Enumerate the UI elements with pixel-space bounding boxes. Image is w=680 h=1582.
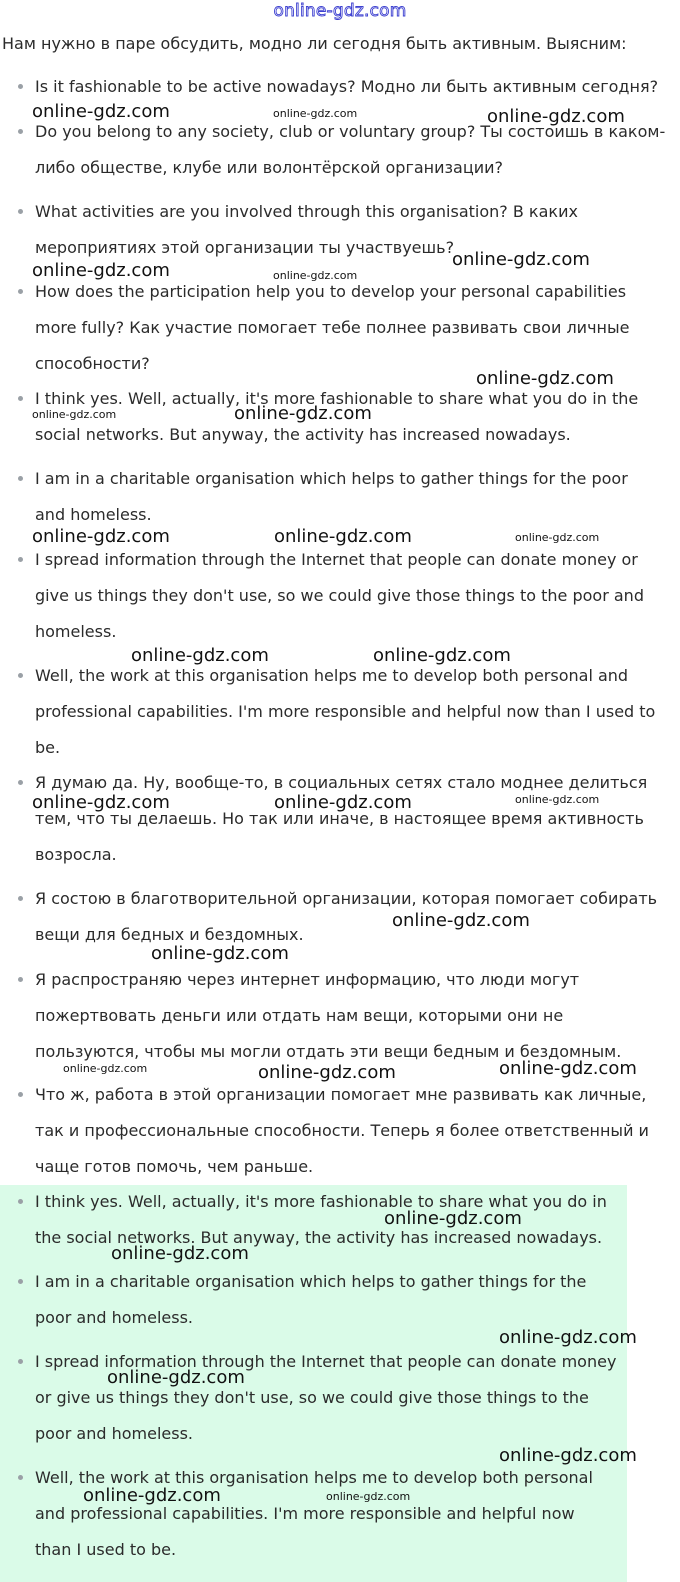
watermark: online-gdz.com xyxy=(274,792,412,813)
list-item: Well, the work at this organisation helps me to develop both personal and professional capabilities. I'm more responsible and helpful now than I used to be. xyxy=(35,658,675,766)
list-item: Что ж, работа в этой организации помогает мне развивать как личные, так и профессиональные способности. Теперь я более ответственный и чаще готов помочь, чем раньше. xyxy=(35,1077,675,1185)
watermark: online-gdz.com xyxy=(487,106,625,127)
watermark: online-gdz.com xyxy=(32,526,170,547)
site-logo[interactable]: online-gdz.com xyxy=(273,1,407,21)
watermark: online-gdz.com xyxy=(32,792,170,813)
watermark: online-gdz.com xyxy=(515,793,600,806)
list-item: What activities are you involved through this organisation? В каких мероприятиях этой организации ты участвуешь? xyxy=(35,194,625,266)
watermark: online-gdz.com xyxy=(499,1058,637,1079)
watermark: online-gdz.com xyxy=(499,1327,637,1348)
watermark: online-gdz.com xyxy=(32,408,117,421)
list-item: How does the participation help you to develop your personal capabilities more fully? Как участие помогает тебе полнее развивать свои личные способности? xyxy=(35,274,645,382)
watermark: online-gdz.com xyxy=(107,1367,245,1388)
watermark: online-gdz.com xyxy=(83,1485,221,1506)
watermark: online-gdz.com xyxy=(32,260,170,281)
list-item: I think yes. Well, actually, it's more fashionable to share what you do in the social networks. But anyway, the activity has increased nowadays. xyxy=(35,1184,615,1256)
watermark: online-gdz.com xyxy=(131,645,269,666)
watermark: online-gdz.com xyxy=(63,1062,148,1075)
list-item: I spread information through the Internet that people can donate money or give us things they don't use, so we could give those things to the poor and homeless. xyxy=(35,542,667,650)
list-item: Well, the work at this organisation helps me to develop both personal and professional capabilities. I'm more responsible and helpful now than I used to be. xyxy=(35,1460,610,1568)
watermark: online-gdz.com xyxy=(32,101,170,122)
watermark: online-gdz.com xyxy=(234,403,372,424)
watermark: online-gdz.com xyxy=(476,368,614,389)
list-item: Do you belong to any society, club or voluntary group? Ты состоишь в каком-либо обществе, клубе или волонтёрской организации? xyxy=(35,114,675,186)
list-item: Is it fashionable to be active nowadays? Модно ли быть активным сегодня? xyxy=(35,69,675,105)
watermark: online-gdz.com xyxy=(111,1243,249,1264)
list-item: Я распространяю через интернет информацию, что люди могут пожертвовать деньги или отдать нам вещи, которыми они не пользуются, чтобы мы могли отдать эти вещи бедным и бездомным. xyxy=(35,962,667,1070)
watermark: online-gdz.com xyxy=(499,1445,637,1466)
watermark: online-gdz.com xyxy=(151,943,289,964)
watermark: online-gdz.com xyxy=(273,269,358,282)
watermark: online-gdz.com xyxy=(273,107,358,120)
list-item: I think yes. Well, actually, it's more fashionable to share what you do in the social networks. But anyway, the activity has increased nowadays. xyxy=(35,381,647,453)
list-item: I spread information through the Internet that people can donate money or give us things they don't use, so we could give those things to the poor and homeless. xyxy=(35,1344,630,1452)
watermark: online-gdz.com xyxy=(515,531,600,544)
watermark: online-gdz.com xyxy=(373,645,511,666)
watermark: online-gdz.com xyxy=(392,910,530,931)
list-item: I am in a charitable organisation which helps to gather things for the poor and homeless. xyxy=(35,461,647,533)
watermark: online-gdz.com xyxy=(452,249,590,270)
list-item: Я думаю да. Ну, вообще-то, в социальных сетях стало моднее делиться тем, что ты делаешь. Но так или иначе, в настоящее время активность возросла. xyxy=(35,765,678,873)
watermark: online-gdz.com xyxy=(326,1490,411,1503)
intro-text: Нам нужно в паре обсудить, модно ли сегодня быть активным. Выясним: xyxy=(2,34,627,53)
watermark: online-gdz.com xyxy=(258,1062,396,1083)
list-item: Я состою в благотворительной организации, которая помогает собирать вещи для бедных и бездомных. xyxy=(35,881,665,953)
list-item: I am in a charitable organisation which helps to gather things for the poor and homeless. xyxy=(35,1264,610,1336)
watermark: online-gdz.com xyxy=(384,1208,522,1229)
watermark: online-gdz.com xyxy=(274,526,412,547)
